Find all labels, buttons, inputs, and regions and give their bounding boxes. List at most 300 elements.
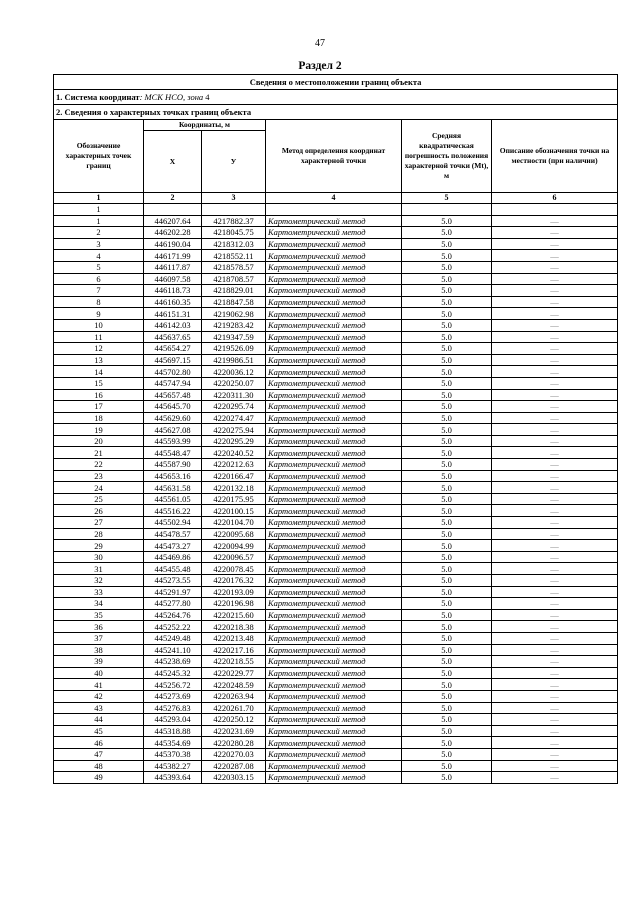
method-cell: Картометрический метод [266, 598, 402, 610]
description-cell: — [492, 667, 618, 679]
boundary-points-table [53, 74, 618, 784]
method-cell: Картометрический метод [266, 459, 402, 471]
x-cell: 446151.31 [144, 308, 202, 320]
point-cell: 49 [54, 772, 144, 784]
point-cell: 44 [54, 714, 144, 726]
point-cell: 21 [54, 447, 144, 459]
y-cell: 4219062.98 [202, 308, 266, 320]
error-cell: 5.0 [402, 366, 492, 378]
description-cell: — [492, 401, 618, 413]
error-cell: 5.0 [402, 725, 492, 737]
error-cell: 5.0 [402, 238, 492, 250]
y-cell: 4220218.38 [202, 621, 266, 633]
method-cell: Картометрический метод [266, 690, 402, 702]
boundary-label-row [54, 204, 618, 216]
point-cell: 15 [54, 377, 144, 389]
method-cell: Картометрический метод [266, 401, 402, 413]
description-cell: — [492, 551, 618, 563]
point-cell: 7 [54, 285, 144, 297]
method-cell: Картометрический метод [266, 575, 402, 587]
header-method: Метод определения координат характерной точки [266, 120, 402, 193]
table-row [54, 517, 618, 529]
point-cell: 20 [54, 435, 144, 447]
y-cell: 4220176.32 [202, 575, 266, 587]
point-cell: 28 [54, 528, 144, 540]
table-row [54, 760, 618, 772]
y-cell: 4220196.98 [202, 598, 266, 610]
method-cell: Картометрический метод [266, 586, 402, 598]
y-cell: 4220250.12 [202, 714, 266, 726]
error-cell: 5.0 [402, 470, 492, 482]
point-cell: 18 [54, 412, 144, 424]
x-cell: 446160.35 [144, 296, 202, 308]
method-cell: Картометрический метод [266, 656, 402, 668]
description-cell: — [492, 679, 618, 691]
x-cell: 445548.47 [144, 447, 202, 459]
point-cell: 32 [54, 575, 144, 587]
x-cell: 445291.97 [144, 586, 202, 598]
method-cell: Картометрический метод [266, 679, 402, 691]
point-cell: 26 [54, 505, 144, 517]
description-cell: — [492, 540, 618, 552]
table-row [54, 459, 618, 471]
point-cell: 19 [54, 424, 144, 436]
y-cell: 4220240.52 [202, 447, 266, 459]
error-cell: 5.0 [402, 447, 492, 459]
error-cell: 5.0 [402, 598, 492, 610]
error-cell: 5.0 [402, 737, 492, 749]
description-cell: — [492, 227, 618, 239]
x-cell: 446207.64 [144, 215, 202, 227]
y-cell: 4220104.70 [202, 517, 266, 529]
point-cell: 48 [54, 760, 144, 772]
description-cell: — [492, 563, 618, 575]
y-cell: 4218045.75 [202, 227, 266, 239]
x-cell: 446118.73 [144, 285, 202, 297]
point-cell: 39 [54, 656, 144, 668]
y-cell: 4219347.59 [202, 331, 266, 343]
method-cell: Картометрический метод [266, 354, 402, 366]
point-cell: 40 [54, 667, 144, 679]
header-description: Описание обозначения точки на местности (при наличии) [492, 120, 618, 193]
column-number: 1 [54, 193, 144, 204]
x-cell: 445370.38 [144, 748, 202, 760]
method-cell: Картометрический метод [266, 261, 402, 273]
method-cell: Картометрический метод [266, 632, 402, 644]
header-y: У [202, 131, 266, 193]
x-cell: 445561.05 [144, 493, 202, 505]
error-cell: 5.0 [402, 459, 492, 471]
point-cell: 4 [54, 250, 144, 262]
error-cell: 5.0 [402, 354, 492, 366]
method-cell: Картометрический метод [266, 389, 402, 401]
y-cell: 4218708.57 [202, 273, 266, 285]
point-cell: 38 [54, 644, 144, 656]
y-cell: 4220217.16 [202, 644, 266, 656]
point-cell: 14 [54, 366, 144, 378]
table-row [54, 772, 618, 784]
x-cell: 445637.65 [144, 331, 202, 343]
x-cell: 445241.10 [144, 644, 202, 656]
description-cell: — [492, 238, 618, 250]
method-cell: Картометрический метод [266, 737, 402, 749]
description-cell: — [492, 609, 618, 621]
table-row [54, 482, 618, 494]
x-cell: 445516.22 [144, 505, 202, 517]
table-row [54, 250, 618, 262]
error-cell: 5.0 [402, 331, 492, 343]
y-cell: 4220096.57 [202, 551, 266, 563]
error-cell: 5.0 [402, 285, 492, 297]
description-cell: — [492, 644, 618, 656]
y-cell: 4220193.09 [202, 586, 266, 598]
y-cell: 4220229.77 [202, 667, 266, 679]
description-cell: — [492, 308, 618, 320]
x-cell: 445469.86 [144, 551, 202, 563]
description-cell: — [492, 702, 618, 714]
table-heading: Сведения о местоположении границ объекта [54, 75, 618, 90]
column-number: 4 [266, 193, 402, 204]
error-cell: 5.0 [402, 319, 492, 331]
method-cell: Картометрический метод [266, 319, 402, 331]
y-cell: 4220274.47 [202, 412, 266, 424]
x-cell: 445631.58 [144, 482, 202, 494]
section-title: Раздел 2 [298, 60, 342, 72]
table-row [54, 667, 618, 679]
error-cell: 5.0 [402, 377, 492, 389]
table-row [54, 412, 618, 424]
method-cell: Картометрический метод [266, 296, 402, 308]
y-cell: 4220078.45 [202, 563, 266, 575]
table-row [54, 505, 618, 517]
x-cell: 445354.69 [144, 737, 202, 749]
method-cell: Картометрический метод [266, 540, 402, 552]
header-error: Средняя квадратическая погрешность положения характерной точки (Mt), м [402, 120, 492, 193]
description-cell: — [492, 435, 618, 447]
point-cell: 27 [54, 517, 144, 529]
table-row [54, 644, 618, 656]
error-cell: 5.0 [402, 296, 492, 308]
x-cell: 445653.16 [144, 470, 202, 482]
table-row [54, 238, 618, 250]
point-cell: 43 [54, 702, 144, 714]
x-cell: 445502.94 [144, 517, 202, 529]
x-cell: 445276.83 [144, 702, 202, 714]
column-number: 6 [492, 193, 618, 204]
description-cell: — [492, 285, 618, 297]
description-cell: — [492, 296, 618, 308]
page-number: 47 [315, 38, 325, 49]
x-cell: 445747.94 [144, 377, 202, 389]
error-cell: 5.0 [402, 412, 492, 424]
point-cell: 42 [54, 690, 144, 702]
point-cell: 23 [54, 470, 144, 482]
description-cell: — [492, 725, 618, 737]
table-row [54, 656, 618, 668]
table-row [54, 319, 618, 331]
error-cell: 5.0 [402, 540, 492, 552]
x-cell: 445697.15 [144, 354, 202, 366]
table-row [54, 586, 618, 598]
point-cell: 35 [54, 609, 144, 621]
error-cell: 5.0 [402, 261, 492, 273]
table-row [54, 343, 618, 355]
x-cell: 445654.27 [144, 343, 202, 355]
error-cell: 5.0 [402, 215, 492, 227]
error-cell: 5.0 [402, 528, 492, 540]
error-cell: 5.0 [402, 690, 492, 702]
description-cell: — [492, 319, 618, 331]
method-cell: Картометрический метод [266, 551, 402, 563]
point-cell: 5 [54, 261, 144, 273]
y-cell: 4220270.03 [202, 748, 266, 760]
header-point: Обозначение характерных точек границ [54, 120, 144, 193]
y-cell: 4220250.07 [202, 377, 266, 389]
method-cell: Картометрический метод [266, 760, 402, 772]
method-cell: Картометрический метод [266, 308, 402, 320]
point-cell: 29 [54, 540, 144, 552]
x-cell: 445318.88 [144, 725, 202, 737]
coord-system-value: : МСК НСО, зона [139, 92, 204, 102]
y-cell: 4218578.57 [202, 261, 266, 273]
description-cell: — [492, 632, 618, 644]
error-cell: 5.0 [402, 563, 492, 575]
x-cell: 445455.48 [144, 563, 202, 575]
description-cell: — [492, 517, 618, 529]
table-row [54, 366, 618, 378]
y-cell: 4217882.37 [202, 215, 266, 227]
description-cell: — [492, 377, 618, 389]
description-cell: — [492, 261, 618, 273]
method-cell: Картометрический метод [266, 528, 402, 540]
table-row [54, 714, 618, 726]
y-cell: 4220094.99 [202, 540, 266, 552]
y-cell: 4220218.55 [202, 656, 266, 668]
point-cell: 17 [54, 401, 144, 413]
x-cell: 445273.69 [144, 690, 202, 702]
method-cell: Картометрический метод [266, 343, 402, 355]
description-cell: — [492, 343, 618, 355]
error-cell: 5.0 [402, 273, 492, 285]
error-cell: 5.0 [402, 644, 492, 656]
error-cell: 5.0 [402, 679, 492, 691]
error-cell: 5.0 [402, 482, 492, 494]
table-row [54, 389, 618, 401]
description-cell: — [492, 493, 618, 505]
method-cell: Картометрический метод [266, 285, 402, 297]
method-cell: Картометрический метод [266, 517, 402, 529]
point-cell: 1 [54, 215, 144, 227]
description-cell: — [492, 528, 618, 540]
error-cell: 5.0 [402, 389, 492, 401]
y-cell: 4219986.51 [202, 354, 266, 366]
y-cell: 4220166.47 [202, 470, 266, 482]
x-cell: 445593.99 [144, 435, 202, 447]
table-row [54, 575, 618, 587]
x-cell: 445249.48 [144, 632, 202, 644]
method-cell: Картометрический метод [266, 563, 402, 575]
table-row [54, 563, 618, 575]
table-row [54, 447, 618, 459]
table-row [54, 308, 618, 320]
header-x: X [144, 131, 202, 193]
description-cell: — [492, 737, 618, 749]
method-cell: Картометрический метод [266, 366, 402, 378]
y-cell: 4219526.09 [202, 343, 266, 355]
point-cell: 31 [54, 563, 144, 575]
table-row [54, 725, 618, 737]
x-cell: 446142.03 [144, 319, 202, 331]
table-row [54, 621, 618, 633]
error-cell: 5.0 [402, 621, 492, 633]
y-cell: 4220132.18 [202, 482, 266, 494]
method-cell: Картометрический метод [266, 482, 402, 494]
description-cell: — [492, 366, 618, 378]
error-cell: 5.0 [402, 424, 492, 436]
coord-system-label: 1. Система координат [56, 92, 140, 102]
error-cell: 5.0 [402, 227, 492, 239]
table-row [54, 273, 618, 285]
description-cell: — [492, 331, 618, 343]
point-cell: 36 [54, 621, 144, 633]
x-cell: 445478.57 [144, 528, 202, 540]
description-cell: — [492, 772, 618, 784]
method-cell: Картометрический метод [266, 609, 402, 621]
method-cell: Картометрический метод [266, 621, 402, 633]
description-cell: — [492, 714, 618, 726]
x-cell: 445277.80 [144, 598, 202, 610]
table-row [54, 540, 618, 552]
table-row [54, 679, 618, 691]
method-cell: Картометрический метод [266, 215, 402, 227]
method-cell: Картометрический метод [266, 412, 402, 424]
x-cell: 445393.64 [144, 772, 202, 784]
table-row [54, 632, 618, 644]
error-cell: 5.0 [402, 308, 492, 320]
x-cell: 445627.08 [144, 424, 202, 436]
table-row [54, 401, 618, 413]
point-cell: 30 [54, 551, 144, 563]
description-cell: — [492, 575, 618, 587]
method-cell: Картометрический метод [266, 505, 402, 517]
table-row [54, 285, 618, 297]
error-cell: 5.0 [402, 586, 492, 598]
x-cell: 445293.04 [144, 714, 202, 726]
point-cell: 33 [54, 586, 144, 598]
table-row [54, 737, 618, 749]
table-row [54, 702, 618, 714]
x-cell: 445382.27 [144, 760, 202, 772]
y-cell: 4220248.59 [202, 679, 266, 691]
point-cell: 47 [54, 748, 144, 760]
error-cell: 5.0 [402, 632, 492, 644]
y-cell: 4220212.63 [202, 459, 266, 471]
method-cell: Картометрический метод [266, 424, 402, 436]
y-cell: 4220275.94 [202, 424, 266, 436]
error-cell: 5.0 [402, 609, 492, 621]
point-cell: 34 [54, 598, 144, 610]
error-cell: 5.0 [402, 575, 492, 587]
error-cell: 5.0 [402, 748, 492, 760]
point-cell: 11 [54, 331, 144, 343]
description-cell: — [492, 482, 618, 494]
error-cell: 5.0 [402, 435, 492, 447]
error-cell: 5.0 [402, 250, 492, 262]
method-cell: Картометрический метод [266, 447, 402, 459]
method-cell: Картометрический метод [266, 748, 402, 760]
description-cell: — [492, 412, 618, 424]
description-cell: — [492, 760, 618, 772]
point-cell: 3 [54, 238, 144, 250]
y-cell: 4218552.11 [202, 250, 266, 262]
y-cell: 4220280.28 [202, 737, 266, 749]
x-cell: 445256.72 [144, 679, 202, 691]
table-row [54, 377, 618, 389]
table-row [54, 598, 618, 610]
x-cell: 445264.76 [144, 609, 202, 621]
point-cell: 8 [54, 296, 144, 308]
table-row [54, 528, 618, 540]
error-cell: 5.0 [402, 401, 492, 413]
method-cell: Картометрический метод [266, 644, 402, 656]
method-cell: Картометрический метод [266, 250, 402, 262]
method-cell: Картометрический метод [266, 273, 402, 285]
error-cell: 5.0 [402, 702, 492, 714]
column-number: 5 [402, 193, 492, 204]
table-row [54, 227, 618, 239]
y-cell: 4220261.70 [202, 702, 266, 714]
point-cell: 37 [54, 632, 144, 644]
description-cell: — [492, 250, 618, 262]
y-cell: 4220175.95 [202, 493, 266, 505]
point-cell: 45 [54, 725, 144, 737]
table-row [54, 748, 618, 760]
description-cell: — [492, 459, 618, 471]
method-cell: Картометрический метод [266, 227, 402, 239]
y-cell: 4220263.94 [202, 690, 266, 702]
point-cell: 25 [54, 493, 144, 505]
table-row [54, 493, 618, 505]
table-row [54, 551, 618, 563]
x-cell: 446117.87 [144, 261, 202, 273]
y-cell: 4220100.15 [202, 505, 266, 517]
table-row [54, 354, 618, 366]
error-cell: 5.0 [402, 667, 492, 679]
x-cell: 446202.28 [144, 227, 202, 239]
y-cell: 4219283.42 [202, 319, 266, 331]
table-row [54, 470, 618, 482]
method-cell: Картометрический метод [266, 714, 402, 726]
y-cell: 4220213.48 [202, 632, 266, 644]
table-row [54, 609, 618, 621]
y-cell: 4220287.08 [202, 760, 266, 772]
table-row [54, 331, 618, 343]
y-cell: 4220295.74 [202, 401, 266, 413]
method-cell: Картометрический метод [266, 238, 402, 250]
method-cell: Картометрический метод [266, 493, 402, 505]
y-cell: 4220095.68 [202, 528, 266, 540]
table-row [54, 424, 618, 436]
description-cell: — [492, 424, 618, 436]
point-cell: 13 [54, 354, 144, 366]
x-cell: 445645.70 [144, 401, 202, 413]
point-cell: 6 [54, 273, 144, 285]
method-cell: Картометрический метод [266, 435, 402, 447]
method-cell: Картометрический метод [266, 331, 402, 343]
boundary-label: 1 [54, 204, 144, 216]
x-cell: 445629.60 [144, 412, 202, 424]
method-cell: Картометрический метод [266, 377, 402, 389]
